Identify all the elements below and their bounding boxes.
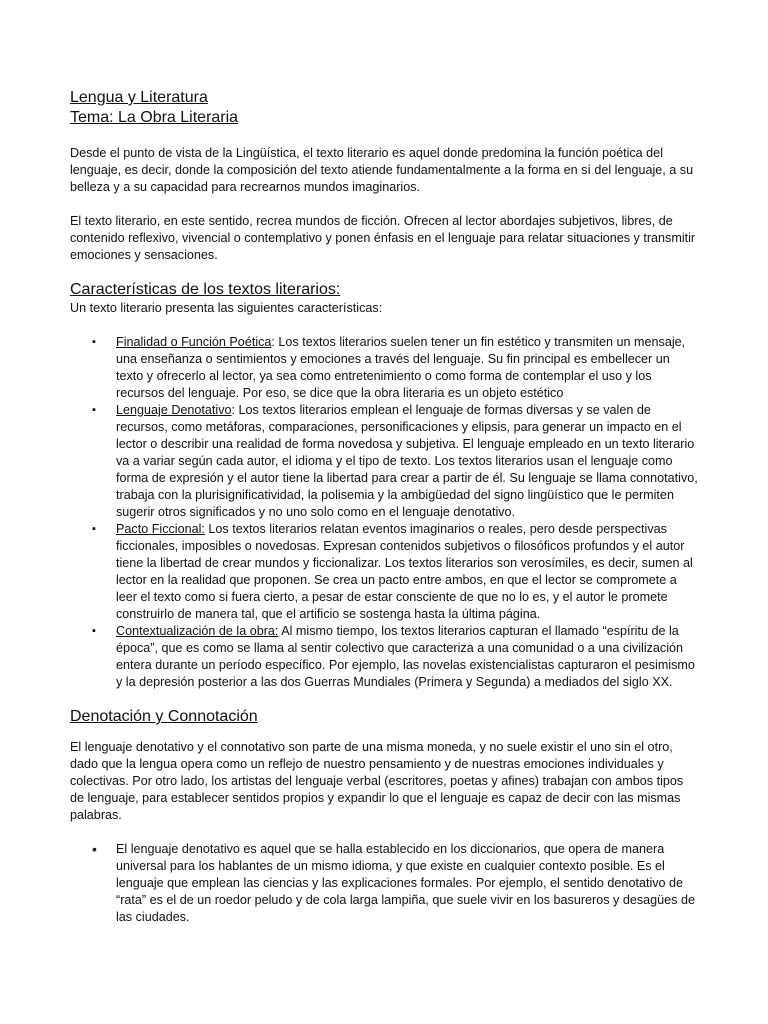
characteristics-list — [70, 334, 700, 691]
list-item-text: : Los textos literarios suelen tener un fin estético y transmiten un mensaje, una enseñanza o sentimientos y emociones a través del lenguaje. Su fin principal es embellecer un texto y ofrecerlo al lector, ya sea como entretenimiento o como forma de contemplar el uso y los recursos del lenguaje. Por eso, se dice que la obra literaria es un objeto estético — [116, 335, 686, 400]
denotation-paragraph: El lenguaje denotativo y el connotativo son parte de una misma moneda, y no suele existir el uno sin el otro, dado que la lengua opera como un reflejo de nuestro pensamiento y de nuestras emociones individuales y colectivas. Por otro lado, los artistas del lenguaje verbal (escritores, poetas y afines) trabajan con ambos tipos de lenguaje, para establecer sentidos propios y expandir lo que el lenguaje es capaz de decir con las mismas palabras. — [70, 740, 684, 822]
list-item-term: Lenguaje Denotativo — [116, 403, 232, 417]
list-item-text: Al mismo tiempo, los textos literarios capturan el llamado “espíritu de la época”, que es como se llama al sentir colectivo que caracteriza a una comunidad o a una civilización entera durante un período específico. Por ejemplo, las novelas existencialistas capturaron el pesimismo y la depresión posterior a las dos Guerras Mundiales (Primera y Segunda) a mediados del siglo XX. — [116, 624, 695, 689]
intro-paragraph-1: Desde el punto de vista de la Lingüística, el texto literario es aquel donde predomina la función poética del lenguaje, es decir, donde la composición del texto atiende fundamentalmente a la forma en sí del lenguaje, a su belleza y a su capacidad para recrearnos mundos imaginarios. — [70, 146, 694, 194]
denotation-heading: Denotación y Connotación — [70, 708, 258, 725]
square-bullet-icon: ▪ — [92, 523, 96, 535]
list-item — [70, 521, 700, 623]
characteristics-heading: Características de los textos literarios: — [70, 281, 341, 298]
denotation-list — [70, 841, 700, 926]
course-title: Lengua y Literatura — [70, 89, 208, 106]
square-bullet-icon: ▪ — [92, 336, 96, 348]
square-bullet-icon: ▪ — [92, 625, 96, 637]
list-item — [70, 402, 700, 521]
list-item-text: Los textos literarios relatan eventos imaginarios o reales, pero desde perspectivas ficcionales, imposibles o novedosas. Expresan contenidos subjetivos o filosóficos profundos y el autor tiene la libertad de crear mundos y ficcionalizar. Los textos literarios son verosímiles, es decir, sumen al lector en la realidad que proponen. Se crea un pacto entre ambos, en que el lector se compromete a leer el texto como si fuera cierto, a pesar de estar consciente de que no lo es, y el autor le promete construirlo de manera tal, que el artificio se sostenga hasta la última página. — [116, 522, 693, 621]
list-item-text: El lenguaje denotativo es aquel que se halla establecido en los diccionarios, que opera de manera universal para los hablantes de un mismo idioma, y que existe en cualquier contexto posible. Es el lenguaje que emplean las ciencias y las explicaciones formales. Por ejemplo, el sentido denotativo de “rata” es el de un roedor peludo y de cola larga lampiña, que suele vivir en los basureros y desagües de las ciudades. — [116, 842, 695, 924]
topic-title: Tema: La Obra Literaria — [70, 109, 239, 126]
list-item — [70, 623, 700, 691]
document-body — [70, 88, 700, 926]
list-item-term: Contextualización de la obra: — [116, 624, 279, 638]
list-item-term: Finalidad o Función Poética — [116, 335, 272, 349]
intro-paragraph-2: El texto literario, en este sentido, recrea mundos de ficción. Ofrecen al lector abordajes subjetivos, libres, de contenido reflexivo, vivencial o contemplativo y ponen énfasis en el lenguaje para relatar situaciones y transmitir emociones y sensaciones. — [70, 214, 696, 262]
list-item-term: Pacto Ficcional: — [116, 522, 205, 536]
round-bullet-icon: • — [92, 841, 97, 857]
list-item — [70, 841, 700, 926]
list-item-text: : Los textos literarios emplean el lenguaje de formas diversas y se valen de recursos, como metáforas, comparaciones, personificaciones y elipsis, para generar un impacto en el lector o describir una realidad de forma novedosa y subjetiva. El lenguaje empleado en un texto literario va a variar según cada autor, el idioma y el tipo de texto. Los textos literarios usan el lenguaje como forma de expresión y el autor tiene la libertad para crear a partir de él. Su lenguaje se llama connotativo, trabaja con la plurisignificatividad, la polisemia y la ambigüedad del signo lingüístico que le permiten sugerir otros significados y no uno solo como en el lenguaje denotativo. — [116, 403, 698, 519]
characteristics-lead: Un texto literario presenta las siguientes características: — [70, 301, 383, 315]
list-item — [70, 334, 700, 402]
square-bullet-icon: ▪ — [92, 404, 96, 416]
